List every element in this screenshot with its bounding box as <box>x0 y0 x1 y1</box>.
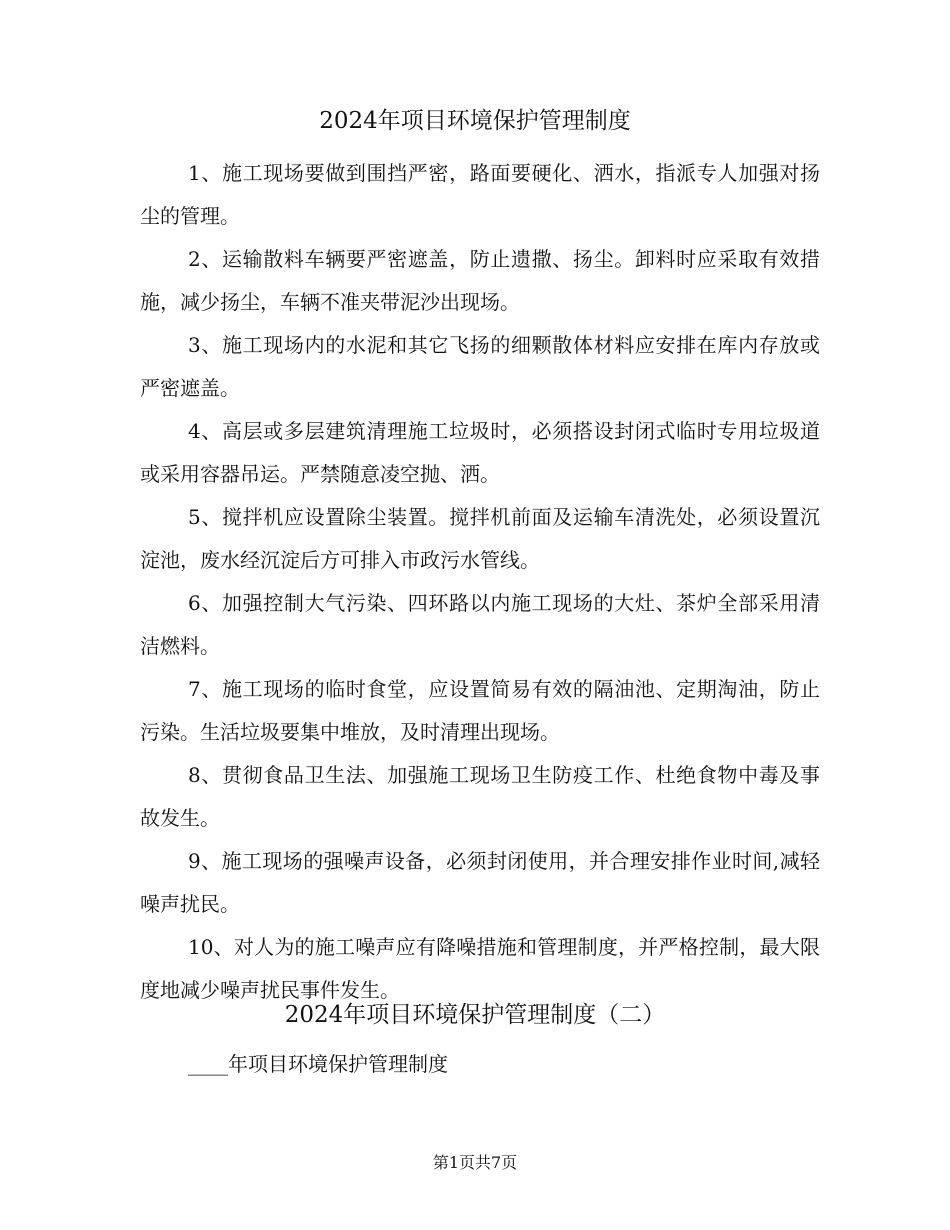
paragraph-5: 5、搅拌机应设置除尘装置。搅拌机前面及运输车清洗处，必须设置沉淀池，废水经沉淀后方可排入市政污水管线。 <box>140 505 820 572</box>
section-2-first-line: ____年项目环境保护管理制度 <box>188 1052 448 1076</box>
section-2-title: 2024年项目环境保护管理制度（二） <box>284 1002 666 1028</box>
document-title: 2024年项目环境保护管理制度 <box>319 108 631 134</box>
paragraph-4: 4、高层或多层建筑清理施工垃圾时，必须搭设封闭式临时专用垃圾道或采用容器吊运。严禁随意凌空抛、洒。 <box>140 419 820 486</box>
paragraph-1: 1、施工现场要做到围挡严密，路面要硬化、洒水，指派专人加强对扬尘的管理。 <box>140 161 820 228</box>
paragraph-2: 2、运输散料车辆要严密遮盖，防止遗撒、扬尘。卸料时应采取有效措施，减少扬尘，车辆不准夹带泥沙出现场。 <box>140 247 820 314</box>
paragraph-9: 9、施工现场的强噪声设备，必须封闭使用，并合理安排作业时间,减轻噪声扰民。 <box>140 849 820 916</box>
paragraph-6: 6、加强控制大气污染、四环路以内施工现场的大灶、茶炉全部采用清洁燃料。 <box>140 591 820 658</box>
paragraph-7: 7、施工现场的临时食堂，应设置简易有效的隔油池、定期淘油，防止污染。生活垃圾要集中堆放，及时清理出现场。 <box>140 677 820 744</box>
document-body <box>140 152 820 1012</box>
paragraph-3: 3、施工现场内的水泥和其它飞扬的细颗散体材料应安排在库内存放或严密遮盖。 <box>140 333 820 400</box>
page-number: 第1页共7页 <box>432 1153 518 1172</box>
paragraph-10: 10、对人为的施工噪声应有降噪措施和管理制度，并严格控制，最大限度地减少噪声扰民事件发生。 <box>140 935 820 1002</box>
paragraph-8: 8、贯彻食品卫生法、加强施工现场卫生防疫工作、杜绝食物中毒及事故发生。 <box>140 763 820 830</box>
